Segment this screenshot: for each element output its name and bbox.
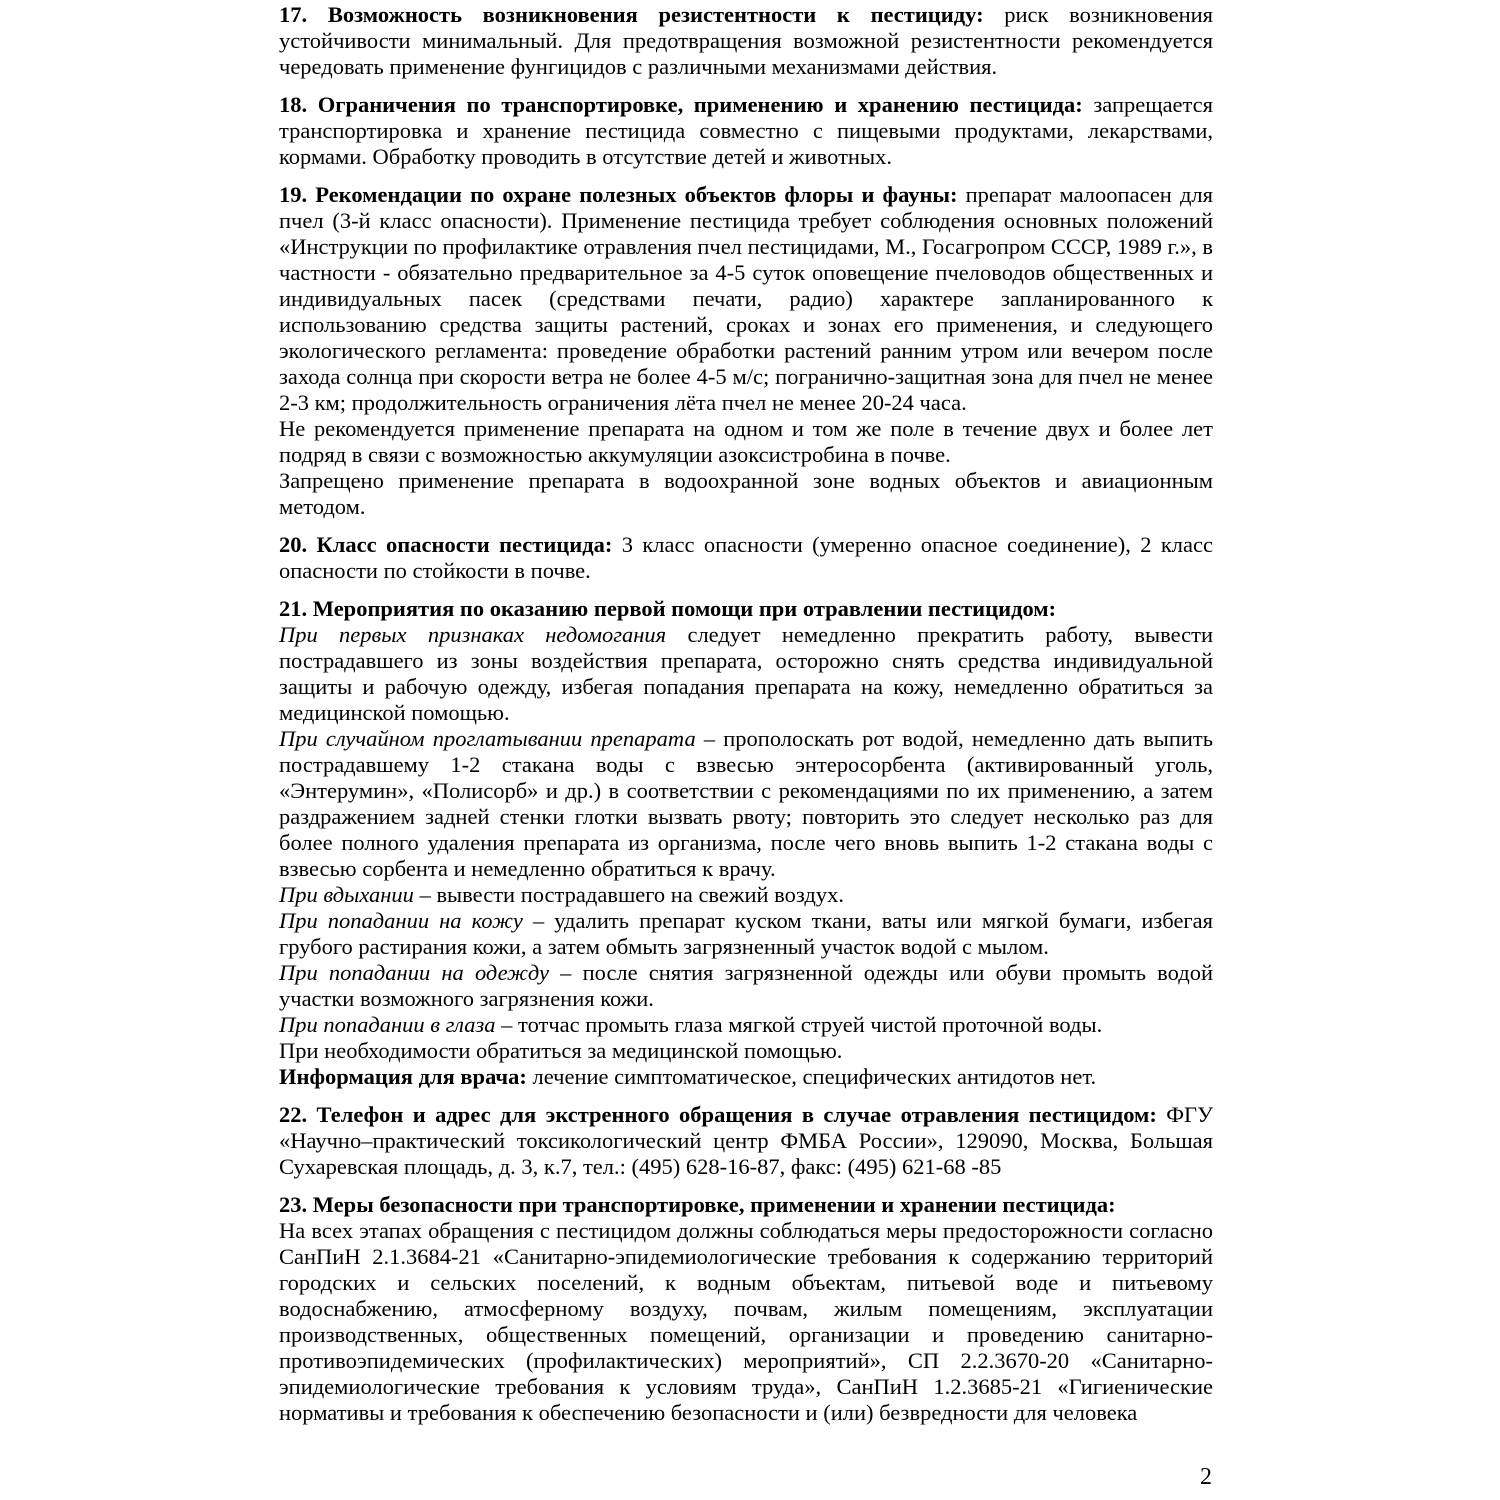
text-segment-normal: – после снятия загрязненной одежды или обуви промыть водой участки возможного загрязнения кожи. [279, 960, 1213, 1011]
text-segment-italic: При попадании на одежду [279, 960, 561, 985]
text-segment-normal: На всех этапах обращения с пестицидом должны соблюдаться меры предосторожности согласно СанПиН 2.1.3684-21 «Санитарно-эпидемиологические требования к содержанию территорий городских и сельских поселений, к водным объектам, питьевой воде и питьевому водоснабжению, атмосферному воздуху, почвам, жилым помещениям, эксплуатации производственных, общественных помещений, организации и проведению санитарно-противоэпидемических (профилактических) мероприятий», СП 2.2.3670-20 «Санитарно-эпидемиологические требования к условиям труда», СанПиН 1.2.3685-21 «Гигиенические нормативы и требования к обеспечению безопасности и (или) безвредности для человека [279, 1218, 1213, 1425]
paragraph-section-23-body [279, 1218, 1213, 1426]
paragraph-section-21-heading [279, 596, 1213, 622]
text-segment-normal: Запрещено применение препарата в водоохранной зоне водных объектов и авиационным методом. [279, 468, 1213, 519]
paragraph-section-21-skin-contact [279, 908, 1213, 960]
paragraph-section-21-inhalation [279, 882, 1213, 908]
paragraph-section-18 [279, 92, 1213, 170]
text-segment-italic: При попадании на кожу [279, 908, 533, 933]
text-segment-bold: 18. Ограничения по транспортировке, применению и хранению пестицида: [279, 92, 1094, 117]
text-segment-italic: При первых признаках недомогания [279, 622, 688, 647]
text-segment-normal: Не рекомендуется применение препарата на одном и том же поле в течение двух и более лет подряд в связи с возможностью аккумуляции азоксистробина в почве. [279, 416, 1213, 467]
text-segment-normal: риск возникновения устойчивости минимальный. Для предотвращения возможной резистентности рекомендуется чередовать применение фунгицидов с различными механизмами действия. [279, 2, 1213, 79]
paragraph-section-19-note-2 [279, 468, 1213, 520]
text-segment-italic: При попадании в глаза [279, 1012, 502, 1037]
text-segment-normal: 3 класс опасности (умеренно опасное соединение), 2 класс опасности по стойкости в почве. [279, 532, 1213, 583]
paragraph-section-21-swallowing [279, 726, 1213, 882]
text-segment-bold: 22. Телефон и адрес для экстренного обращения в случае отравления пестицидом: [279, 1102, 1167, 1127]
text-segment-bold: 19. Рекомендации по охране полезных объектов флоры и фауны: [279, 182, 966, 207]
text-segment-normal: запрещается транспортировка и хранение пестицида совместно с пищевыми продуктами, лекарствами, кормами. Обработку проводить в отсутствие детей и животных. [279, 92, 1213, 169]
paragraph-section-20 [279, 532, 1213, 584]
text-segment-normal: лечение симптоматическое, специфических антидотов нет. [532, 1064, 1097, 1089]
text-segment-bold: 21. Мероприятия по оказанию первой помощи при отравлении пестицидом: [279, 596, 1057, 621]
text-segment-normal: – удалить препарат куском ткани, ваты или мягкой бумаги, избегая грубого растирания кожи, а затем обмыть загрязненный участок водой с мылом. [279, 908, 1213, 959]
paragraph-section-23-heading [279, 1192, 1213, 1218]
text-column [279, 2, 1213, 1426]
text-segment-normal: – тотчас промыть глаза мягкой струей чистой проточной воды. [501, 1012, 1103, 1037]
paragraph-section-21-first-signs [279, 622, 1213, 726]
text-segment-normal: – вывести пострадавшего на свежий воздух. [419, 882, 844, 907]
text-segment-italic: При случайном проглатывании препарата [279, 726, 704, 751]
text-segment-bold: 20. Класс опасности пестицида: [279, 532, 622, 557]
paragraph-section-22 [279, 1102, 1213, 1180]
paragraph-section-21-doctor-info [279, 1064, 1213, 1090]
paragraph-section-21-if-needed [279, 1038, 1213, 1064]
text-segment-normal: – прополоскать рот водой, немедленно дать выпить пострадавшему 1-2 стакана воды с взвесью энтеросорбента (активированный уголь, «Энтерумин», «Полисорб» и др.) в соответствии с рекомендациями по их применению, а затем раздражением задней стенки глотки вызвать рвоту; повторить это следует несколько раз для более полного удаления препарата из организма, после чего вновь выпить 1-2 стакана воды с взвесью сорбента и немедленно обратиться к врачу. [279, 726, 1213, 881]
page-number: 2 [1200, 1464, 1212, 1490]
paragraph-section-19-note-1 [279, 416, 1213, 468]
text-segment-normal: следует немедленно прекратить работу, вывести пострадавшего из зоны воздействия препарата, осторожно снять средства индивидуальной защиты и рабочую одежду, избегая попадания препарата на кожу, немедленно обратиться за медицинской помощью. [279, 622, 1213, 725]
text-segment-bold: 23. Меры безопасности при транспортировке, применении и хранении пестицида: [279, 1192, 1116, 1217]
paragraph-section-17 [279, 2, 1213, 80]
text-segment-bold: Информация для врача: [279, 1064, 533, 1089]
text-segment-italic: При вдыхании [279, 882, 420, 907]
text-segment-normal: При необходимости обратиться за медицинской помощью. [279, 1038, 843, 1063]
paragraph-section-19 [279, 182, 1213, 416]
text-segment-normal: ФГУ «Научно–практический токсикологический центр ФМБА России», 129090, Москва, Большая Сухаревская площадь, д. 3, к.7, тел.: (495) 628-16-87, факс: (495) 621-68 -85 [279, 1102, 1213, 1179]
paragraph-section-21-clothing-contact [279, 960, 1213, 1012]
text-segment-bold: 17. Возможность возникновения резистентности к пестициду: [279, 2, 1005, 27]
paragraph-section-21-eye-contact [279, 1012, 1213, 1038]
text-segment-normal: препарат малоопасен для пчел (3-й класс опасности). Применение пестицида требует соблюдения основных положений «Инструкции по профилактике отравления пчел пестицидами, М., Госагропром СССР, 1989 г.», в частности - обязательно предварительное за 4-5 суток оповещение пчеловодов общественных и индивидуальных пасек (средствами печати, радио) характере запланированного к использованию средства защиты растений, сроках и зонах его применения, и следующего экологического регламента: проведение обработки растений ранним утром или вечером после захода солнца при скорости ветра не более 4-5 м/с; погранично-защитная зона для пчел не менее 2-3 км; продолжительность ограничения лёта пчел не менее 20-24 часа. [279, 182, 1213, 415]
